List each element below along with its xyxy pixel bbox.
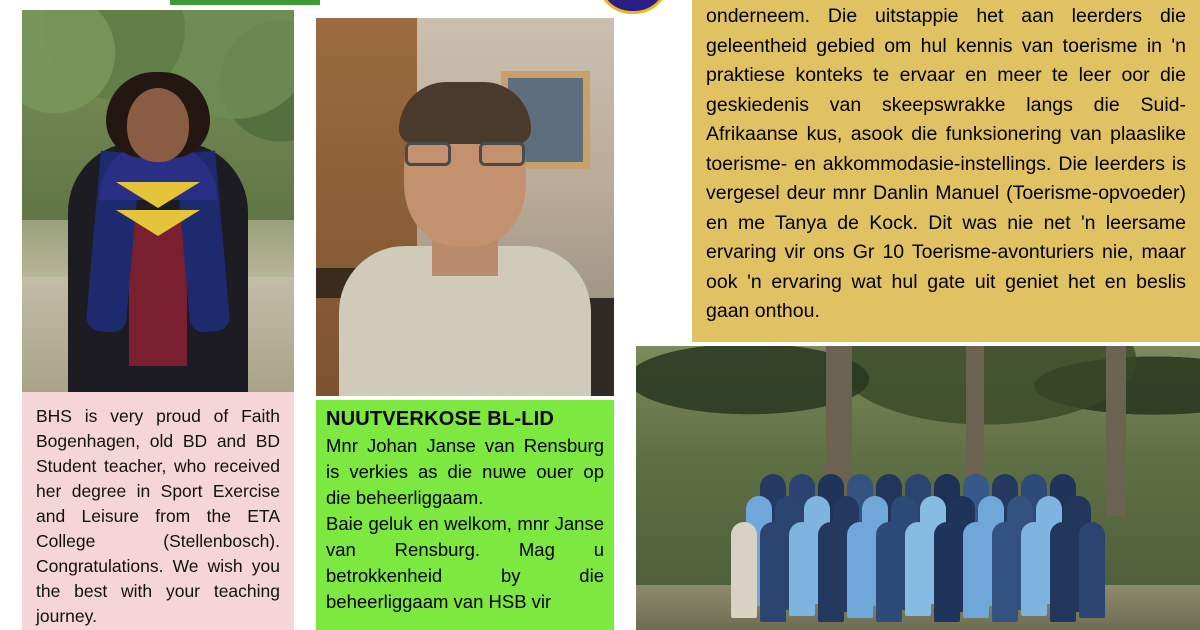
group-photo-person (847, 522, 873, 618)
group-photo-person (1079, 522, 1105, 618)
green-horizontal-rule (170, 0, 320, 5)
graduate-photo (22, 10, 294, 392)
group-photo-person (905, 522, 931, 616)
group-photo-row-front (636, 522, 1200, 622)
school-crest-shield (596, 0, 670, 14)
group-photo-person (992, 522, 1018, 622)
school-crest-icon (596, 0, 670, 18)
right-column (636, 0, 1200, 630)
middle-column (316, 0, 614, 630)
graduate-caption-text: BHS is very proud of Faith Bogenhagen, old BD and BD Student teacher, who received her degree in Sport Exercise and Leisure from the ETA College (Stellenbosch). Congratulations. We wish you the best with your teaching journey. (36, 406, 280, 626)
group-photo-person (1050, 522, 1076, 622)
group-photo-person (876, 522, 902, 622)
graduate-caption-panel (22, 392, 294, 630)
graduate-figure (65, 62, 251, 392)
portrait-hair (399, 82, 531, 144)
glasses-icon (403, 142, 527, 168)
johan-janse-van-rensburg-photo (316, 18, 614, 396)
group-photo-person (963, 522, 989, 618)
group-photo-person (789, 522, 815, 616)
new-governing-body-member-paragraph-1: Mnr Johan Janse van Rensburg is verkies as die nuwe ouer op die beheerliggaam. (326, 435, 604, 508)
graduate-dress (129, 216, 187, 366)
grade-10-tourism-group-photo (636, 346, 1200, 630)
new-governing-body-member-panel (316, 400, 614, 630)
graduation-chevron-lower (116, 210, 200, 236)
group-photo-person (818, 522, 844, 622)
group-photo-person (760, 522, 786, 622)
graduate-face (127, 88, 189, 162)
new-governing-body-member-heading: NUUTVERKOSE BL-LID (326, 408, 555, 430)
graduation-chevron-upper (116, 182, 200, 208)
tourism-excursion-article-text: onderneem. Die uitstappie het aan leerders die geleentheid gebied om hul kennis van toerisme in 'n praktiese konteks te ervaar en meer te leer oor die geskiedenis van skeepswrakke langs die Suid-Afrikaanse kus, asook die funksionering van plaaslike toerisme- en akkommodasie-instellings. Die leerders is vergesel deur mnr Danlin Manuel (Toerisme-opvoeder) en me Tanya de Kock. Dit was nie net 'n leersame ervaring vir ons Gr 10 Toerisme-avonturiers nie, maar ook 'n ervaring wat hul gate uit geniet het en beslis gaan onthou. (706, 5, 1186, 322)
left-column (22, 0, 294, 630)
group-photo-person (934, 522, 960, 622)
new-governing-body-member-paragraph-2: Baie geluk en welkom, mnr Janse van Rensburg. Mag u betrokkenheid by die beheerliggaam van HSB vir (326, 513, 604, 612)
group-photo-person (1021, 522, 1047, 616)
tourism-excursion-article-panel (692, 0, 1200, 342)
group-photo-person (731, 522, 757, 618)
